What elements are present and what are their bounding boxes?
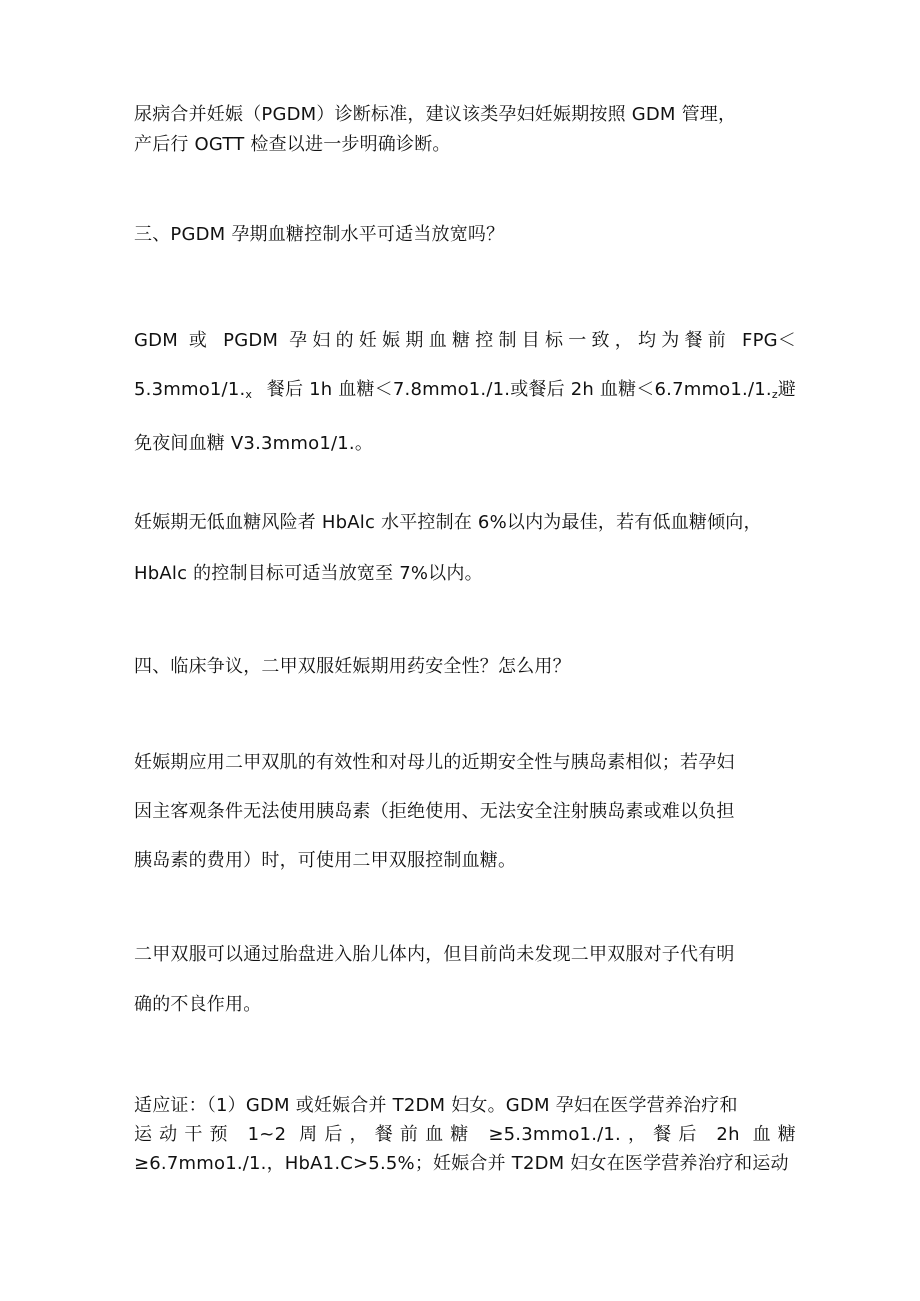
text-segment: 餐后 1h 血糖＜7.8mmo1./1.或餐后 2h 血糖$<6.7mmo1./1._z$避 xyxy=(266,379,796,401)
paragraph-glucose-targets xyxy=(134,316,796,468)
paragraph-line: 免夜间血糖 V3.3mmo1/1.。 xyxy=(134,433,374,454)
paragraph-line: 妊娠期无低血糖风险者 HbAlc 水平控制在 6%以内为最佳，若有低血糖倾向， xyxy=(134,512,762,533)
paragraph-line: 妊娠期应用二甲双肌的有效性和对母儿的近期安全性与胰岛素相似；若孕妇 xyxy=(134,752,735,773)
paragraph-pgdm-diagnosis xyxy=(134,100,796,160)
paragraph-line: 适应证：（1）GDM 或妊娠合并 T2DM 妇女。GDM 孕妇在医学营养治疗和 xyxy=(134,1095,738,1116)
paragraph-line: 尿病合并妊娠（PGDM）诊断标准，建议该类孕妇妊娠期按照 GDM 管理， xyxy=(134,104,737,125)
paragraph-line: GDM 或 PGDM 孕妇的妊娠期血糖控制目标一致，均为餐前 FPG＜ xyxy=(134,330,796,351)
paragraph-metformin-efficacy xyxy=(134,738,796,885)
paragraph-line: 因主客观条件无法使用胰岛素（拒绝使用、无法安全注射胰岛素或难以负担 xyxy=(134,801,735,822)
subscript: x xyxy=(245,388,253,401)
paragraph-line-with-subscripts xyxy=(134,365,796,419)
paragraph-line: 运动干预 1~2 周后，餐前血糖 ≥5.3mmo1./1.，餐后 2h 血糖 xyxy=(134,1124,796,1145)
section-heading-4: 四、临床争议，二甲双服妊娠期用药安全性？怎么用？ xyxy=(134,656,571,677)
paragraph-line: 确的不良作用。 xyxy=(134,994,262,1015)
text-segment: $5.3mmo1/1._x$ xyxy=(134,379,253,401)
paragraph-indications xyxy=(134,1091,796,1178)
paragraph-line: 产后行 OGTT 检查以进一步明确诊断。 xyxy=(134,134,451,155)
section-heading-3: 三、PGDM 孕期血糖控制水平可适当放宽吗？ xyxy=(134,224,505,245)
paragraph-metformin-placenta xyxy=(134,930,796,1030)
paragraph-hba1c xyxy=(134,497,796,599)
paragraph-line: HbAlc 的控制目标可适当放宽至 7%以内。 xyxy=(134,563,483,584)
paragraph-line: 二甲双服可以通过胎盘进入胎儿体内，但目前尚未发现二甲双服对子代有明 xyxy=(134,944,735,965)
paragraph-line: ≥6.7mmo1./1.，HbA1.C>5.5%；妊娠合并 T2DM 妇女在医学营养治疗和运动 xyxy=(134,1153,789,1174)
subscript: z xyxy=(771,388,778,401)
paragraph-line: 胰岛素的费用）时，可使用二甲双服控制血糖。 xyxy=(134,850,517,871)
